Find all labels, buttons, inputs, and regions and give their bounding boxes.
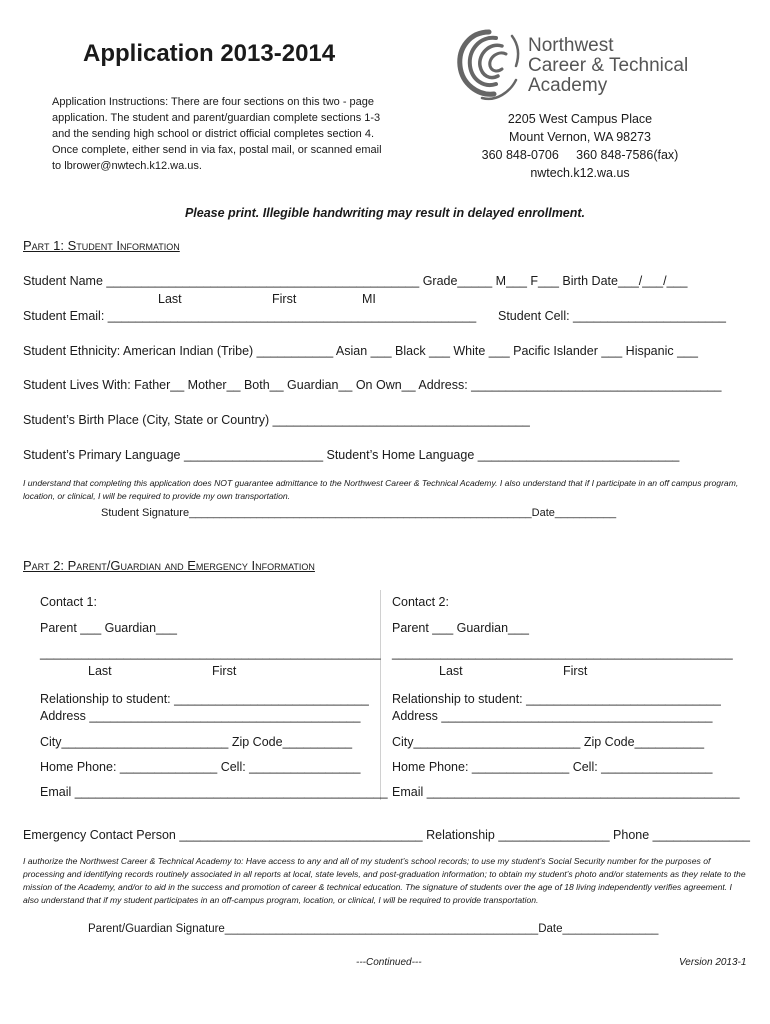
contact-divider bbox=[380, 590, 381, 800]
student-language-line: Student’s Primary Language ____________________ Student’s Home Language _____________________________ bbox=[23, 448, 680, 462]
emergency-contact-line: Emergency Contact Person ___________________________________ Relationship ________________ Phone ______________ bbox=[23, 828, 750, 842]
contact2-last-label: Last bbox=[439, 664, 463, 678]
contact2-relationship: Relationship to student: ____________________________ bbox=[392, 692, 721, 706]
contact2-address: Address _______________________________________ bbox=[392, 709, 713, 723]
name-mi-label: MI bbox=[362, 292, 376, 306]
student-cell-line: Student Cell: ______________________ bbox=[498, 309, 726, 323]
contact1-label: Contact 1: bbox=[40, 595, 97, 609]
contact1-city: City________________________ Zip Code__________ bbox=[40, 735, 353, 749]
logo-line-1: Northwest bbox=[528, 35, 614, 56]
name-last-label: Last bbox=[158, 292, 182, 306]
address-street: 2205 West Campus Place bbox=[507, 112, 653, 126]
logo-wordmark bbox=[528, 36, 688, 96]
contact1-parent-guardian: Parent ___ Guardian___ bbox=[40, 621, 177, 635]
contact1-name-rule: _________________________________________________ bbox=[40, 646, 381, 660]
contact2-parent-guardian: Parent ___ Guardian___ bbox=[392, 621, 529, 635]
version-label: Version 2013-1 bbox=[679, 957, 747, 968]
student-birthplace-line: Student’s Birth Place (City, State or Country) _____________________________________ bbox=[23, 413, 530, 427]
address-city: Mount Vernon, WA 98273 bbox=[509, 130, 651, 144]
swirl-logo-icon bbox=[452, 26, 526, 102]
application-instructions: Application Instructions: There are four sections on this two - page application. The student and parent/guardian complete sections 1-3 and the sending high school or district official completes section 4. Once complete, either send in via fax, postal mail, or scanned email to lbrower@nwtech.k12.wa.us. bbox=[52, 96, 382, 172]
contact2-email: Email _____________________________________________ bbox=[392, 785, 740, 799]
contact1-email: Email _____________________________________________ bbox=[40, 785, 388, 799]
contact2-phone: Home Phone: ______________ Cell: ________________ bbox=[392, 760, 713, 774]
contact2-name-rule: _________________________________________________ bbox=[392, 646, 733, 660]
contact1-last-label: Last bbox=[88, 664, 112, 678]
address-web: nwtech.k12.wa.us bbox=[530, 166, 630, 180]
student-email-line: Student Email: _____________________________________________________ bbox=[23, 309, 477, 323]
part2-heading: Part 2: Parent/Guardian and Emergency Information bbox=[23, 558, 315, 573]
logo-line-3: Academy bbox=[528, 75, 608, 96]
authorization-statement: I authorize the Northwest Career & Technical Academy to: Have access to any and all of my student’s school records; to use my student’s Social Security number for the purposes of processing and identifying records routinely associated in all reports at local, state levels, and post-graduation information; to obtain my student’s photo and/or statements as they relate to the mission of the Academy, and/or to aid in the success and promotion of career & technical education. The signature of students over the age of 18 living independently verifies agreement. I also understand that if my student participates in an off-campus program, location, or clinical, I will be required to provide transportation. bbox=[23, 856, 746, 905]
student-name-line: Student Name _____________________________________________ Grade_____ M___ F___ Birth Date___/___/___ bbox=[23, 274, 688, 288]
contact1-address: Address _______________________________________ bbox=[40, 709, 361, 723]
name-first-label: First bbox=[272, 292, 297, 306]
contact1-phone: Home Phone: ______________ Cell: ________________ bbox=[40, 760, 361, 774]
student-ethnicity-line: Student Ethnicity: American Indian (Tribe) ___________ Asian ___ Black ___ White ___ Pacific Islander ___ Hispanic ___ bbox=[23, 344, 698, 358]
part1-heading: Part 1: Student Information bbox=[23, 238, 180, 253]
print-notice: Please print. Illegible handwriting may result in delayed enrollment. bbox=[184, 206, 586, 220]
student-lives-with-line: Student Lives With: Father__ Mother__ Both__ Guardian__ On Own__ Address: ____________________________________ bbox=[23, 378, 722, 392]
logo-line-2: Career & Technical bbox=[528, 55, 689, 76]
contact1-relationship: Relationship to student: ____________________________ bbox=[40, 692, 369, 706]
student-disclaimer: I understand that completing this application does NOT guarantee admittance to the Northwest Career & Technical Academy. I also understand that if I participate in an off campus program, location, or clinical, I will be required to provide my own transportation. bbox=[23, 478, 739, 501]
continued-label: ---Continued--- bbox=[356, 957, 422, 968]
contact2-first-label: First bbox=[563, 664, 588, 678]
parent-signature-line: Parent/Guardian Signature_________________________________________________Date_______________ bbox=[88, 923, 659, 935]
student-signature-line: Student Signature________________________________________________________Date__________ bbox=[101, 507, 617, 519]
address-phones: 360 848-0706 360 848-7586(fax) bbox=[481, 148, 679, 162]
contact2-label: Contact 2: bbox=[392, 595, 449, 609]
page-title: Application 2013-2014 bbox=[83, 40, 336, 67]
contact2-city: City________________________ Zip Code__________ bbox=[392, 735, 705, 749]
contact1-first-label: First bbox=[212, 664, 237, 678]
school-address bbox=[470, 110, 690, 182]
